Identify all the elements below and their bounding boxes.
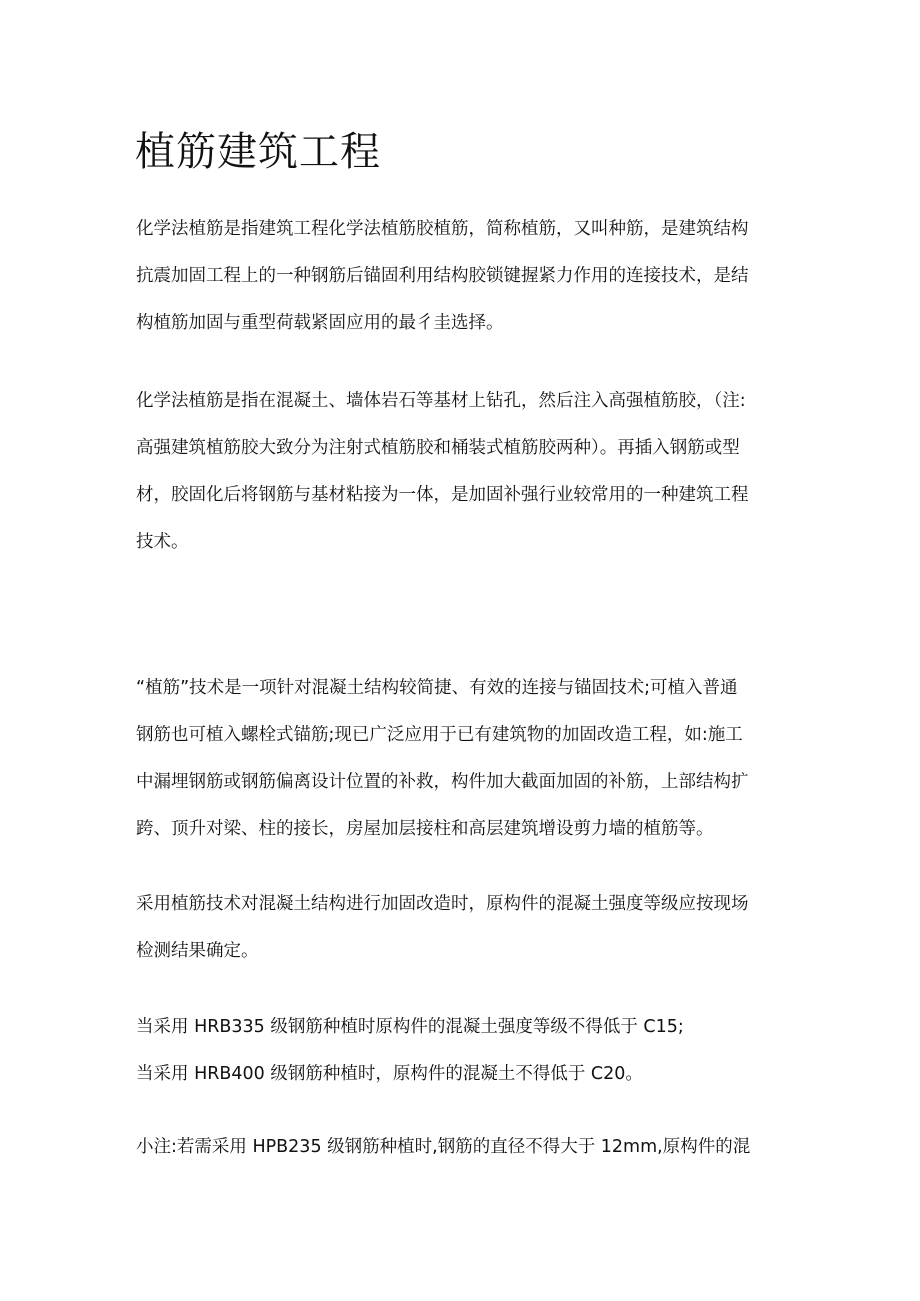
paragraph-1 [136, 206, 796, 347]
text-line: 抗震加固工程上的一种钢筋后锚固利用结构胶锁键握紧力作用的连接技术，是结 [136, 266, 749, 286]
paragraph-5 [136, 1004, 796, 1098]
text-line: 当采用 HRB335 级钢筋种植时原构件的混凝土强度等级不得低于 C15; [136, 1017, 684, 1037]
text-line: 钢筋也可植入螺栓式锚筋;现已广泛应用于已有建筑物的加固改造工程，如:施工 [136, 725, 743, 745]
paragraph-6 [136, 1124, 796, 1171]
text-line: 采用植筋技术对混凝土结构进行加固改造时，原构件的混凝土强度等级应按现场 [136, 894, 749, 914]
text-line: 检测结果确定。 [136, 941, 259, 961]
page-title: 植筋建筑工程 [135, 129, 381, 175]
text-line: 中漏埋钢筋或钢筋偏离设计位置的补救，构件加大截面加固的补筋，上部结构扩 [136, 772, 749, 792]
text-line: 化学法植筋是指建筑工程化学法植筋胶植筋，简称植筋，又叫种筋，是建筑结构 [136, 219, 749, 239]
paragraph-2 [136, 378, 796, 566]
text-line: 技术。 [136, 532, 189, 552]
text-line: 小注:若需采用 HPB235 级钢筋种植时,钢筋的直径不得大于 12mm,原构件的混 [136, 1137, 751, 1157]
text-line: 材，胶固化后将钢筋与基材粘接为一体，是加固补强行业较常用的一种建筑工程 [136, 485, 749, 505]
text-line: 高强建筑植筋胶大致分为注射式植筋胶和桶装式植筋胶两种）。再插入钢筋或型 [136, 438, 740, 458]
text-line: 跨、顶升对梁、柱的接长，房屋加层接柱和高层建筑增设剪力墙的植筋等。 [136, 819, 714, 839]
text-line: 当采用 HRB400 级钢筋种植时，原构件的混凝土不得低于 C20。 [136, 1064, 643, 1084]
text-line: 构植筋加固与重型荷载紧固应用的最彳圭选择。 [136, 313, 504, 333]
paragraph-3 [136, 665, 796, 853]
text-line: 化学法植筋是指在混凝土、墙体岩石等基材上钻孔，然后注入高强植筋胶，（注: [136, 391, 746, 411]
text-line: “植筋”技术是一项针对混凝土结构较简捷、有效的连接与锚固技术;可植入普通 [136, 678, 738, 698]
paragraph-4 [136, 881, 796, 975]
